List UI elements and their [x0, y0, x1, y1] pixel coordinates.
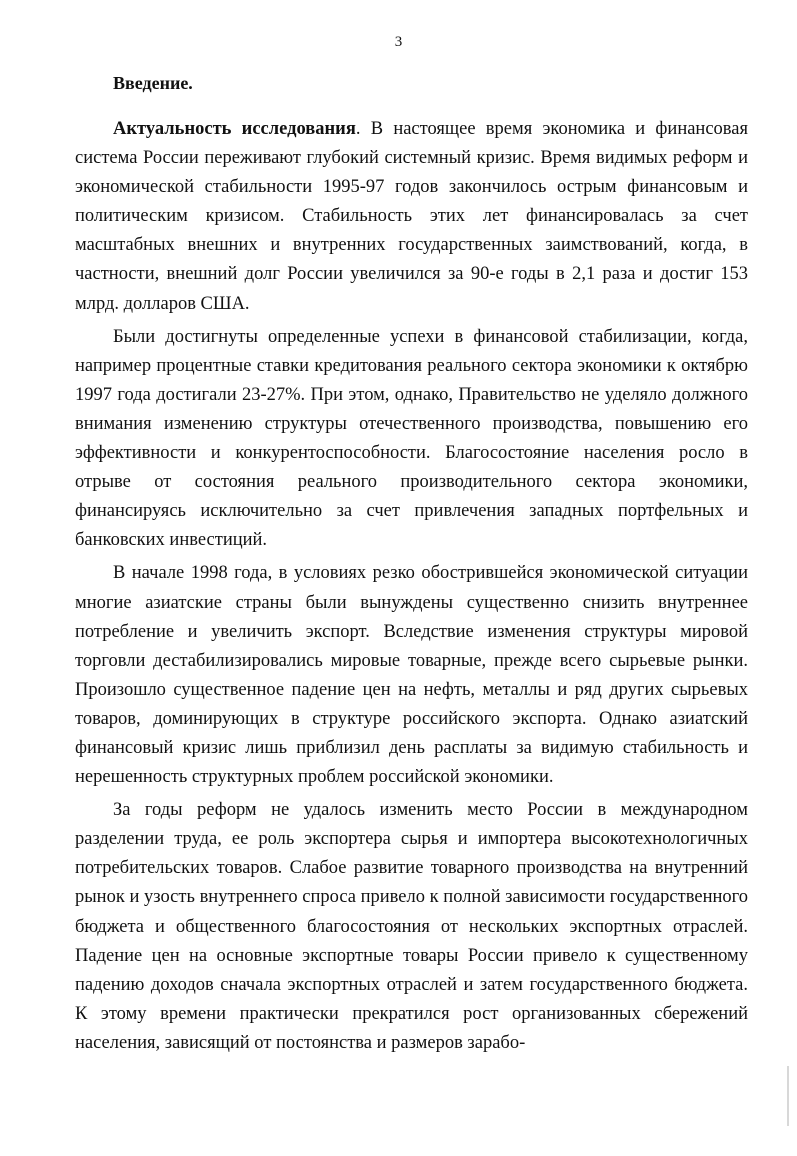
paragraph-asian-crisis: В начале 1998 года, в условиях резко обострившейся экономической ситуации многие азиатские страны были вынуждены существенно снизить внутреннее потребление и увеличить экспорт. Вследствие изменения структуры мировой торговли дестабилизировались мировые товарные, прежде всего сырьевые рынки. Произошло существенное падение цен на нефть, металлы и ряд других сырьевых товаров, доминирующих в структуре российского экспорта. Однако азиатский финансовый кризис лишь приблизил день расплаты за видимую стабильность и нерешенность структурных проблем российской экономики. [75, 563, 748, 788]
section-title: Введение. [113, 73, 193, 93]
paragraph-reforms: За годы реформ не удалось изменить место России в международном разделении труда, ее роль экспортера сырья и импортера высокотехнологичных потребительских товаров. Слабое развитие товарного производства на внутренний рынок и узость внутреннего спроса привело к полной зависимости государственного бюджета и общественного благосостояния от нескольких экспортных отраслей. Падение цен на основные экспортные товары России привело к существенному падению доходов сначала экспортных отраслей и затем государственного бюджета. К этому времени практически прекратился рост организованных сбережений населения, зависящий от постоянства и размеров зарабо- [75, 800, 748, 1053]
paragraph-stabilization: Были достигнуты определенные успехи в финансовой стабилизации, когда, например процентные ставки кредитования реального сектора экономики к октябрю 1997 года достигали 23-27%. При этом, однако, Правительство не уделяло должного внимания изменению структуры отечественного производства, повышению его эффективности и конкурентоспособности. Благосостояние населения росло в отрыве от состояния реального производительного сектора экономики, финансируясь исключительно за счет привлечения западных портфельных и банковских инвестиций. [75, 326, 748, 551]
paragraph-lead-term: Актуальность исследования [113, 119, 356, 139]
text-body [75, 65, 748, 1062]
paragraph-relevance [75, 115, 748, 319]
page-number: 3 [394, 34, 403, 50]
scan-edge-mark [787, 1066, 789, 1126]
paragraph-text: . В настоящее время экономика и финансовая система России переживают глубокий системный кризис. Время видимых реформ и экономической стабильности 1995-97 годов закончилось острым финансовым и политическим кризисом. Стабильность этих лет финансировалась за счет масштабных внешних и внутренних государственных заимствований, когда, в частности, внешний долг России увеличился за 90-е годы в 2,1 раза и достиг 153 млрд. долларов США. [75, 119, 749, 314]
